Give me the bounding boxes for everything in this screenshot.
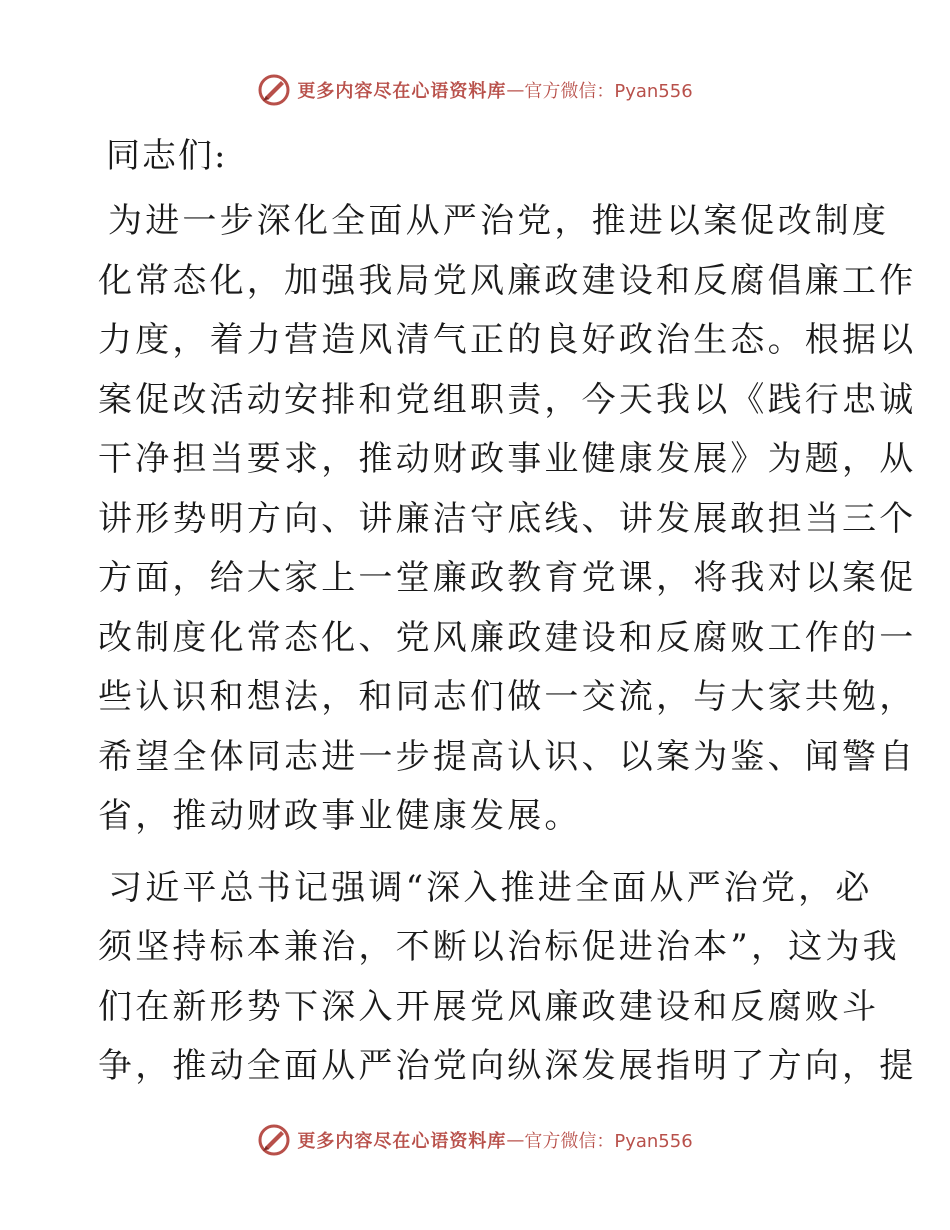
paragraph-line: 讲形势明方向、讲廉洁守底线、讲发展敢担当三个 [98, 498, 917, 539]
pen-logo-icon [257, 73, 291, 107]
paragraph-line: 干净担当要求，推动财政事业健康发展》为题，从 [98, 439, 917, 479]
paragraph-line: 须坚持标本兼治，不断以治标促进治本”，这为我 [98, 927, 900, 967]
paragraph-line: 方面，给大家上一堂廉政教育党课，将我对以案促 [98, 558, 917, 598]
paragraph-1 [98, 192, 917, 847]
paragraph-line: 争，推动全面从严治党向纵深发展指明了方向，提 [98, 1046, 917, 1086]
paragraph-2 [98, 859, 917, 1097]
paragraph-line: 习近平总书记强调“深入推进全面从严治党，必 [108, 867, 873, 908]
greeting: 同志们: [106, 136, 228, 176]
paragraph-line: 改制度化常态化、党风廉政建设和反腐败工作的一 [98, 617, 917, 658]
footer-watermark [0, 1120, 950, 1160]
paragraph-line: 化常态化，加强我局党风廉政建设和反腐倡廉工作 [98, 260, 917, 301]
paragraph-line: 希望全体同志进一步提高认识、以案为鉴、闻警自 [98, 736, 917, 777]
paragraph-line: 些认识和想法，和同志们做一交流，与大家共勉， [98, 677, 917, 717]
paragraph-line: 案促改活动安排和党组职责，今天我以《践行忠诚 [98, 379, 917, 420]
paragraph-line: 为进一步深化全面从严治党，推进以案促改制度 [108, 201, 890, 241]
watermark-separator: — [506, 1129, 525, 1151]
document-body [98, 118, 917, 1109]
watermark-separator: — [506, 79, 525, 101]
paragraph-line: 力度，着力营造风清气正的良好政治生态。根据以 [98, 320, 917, 360]
watermark-wechat-text: 官方微信：Pyan556 [524, 81, 693, 102]
watermark-site-text: 更多内容尽在心语资料库 [297, 81, 507, 102]
watermark-site-text: 更多内容尽在心语资料库 [297, 1131, 507, 1152]
pen-logo-icon [257, 1123, 291, 1157]
paragraph-line: 省，推动财政事业健康发展。 [98, 796, 582, 836]
header-watermark [0, 70, 950, 110]
watermark-wechat-text: 官方微信：Pyan556 [524, 1131, 693, 1152]
paragraph-line: 们在新形势下深入开展党风廉政建设和反腐败斗 [98, 986, 880, 1027]
